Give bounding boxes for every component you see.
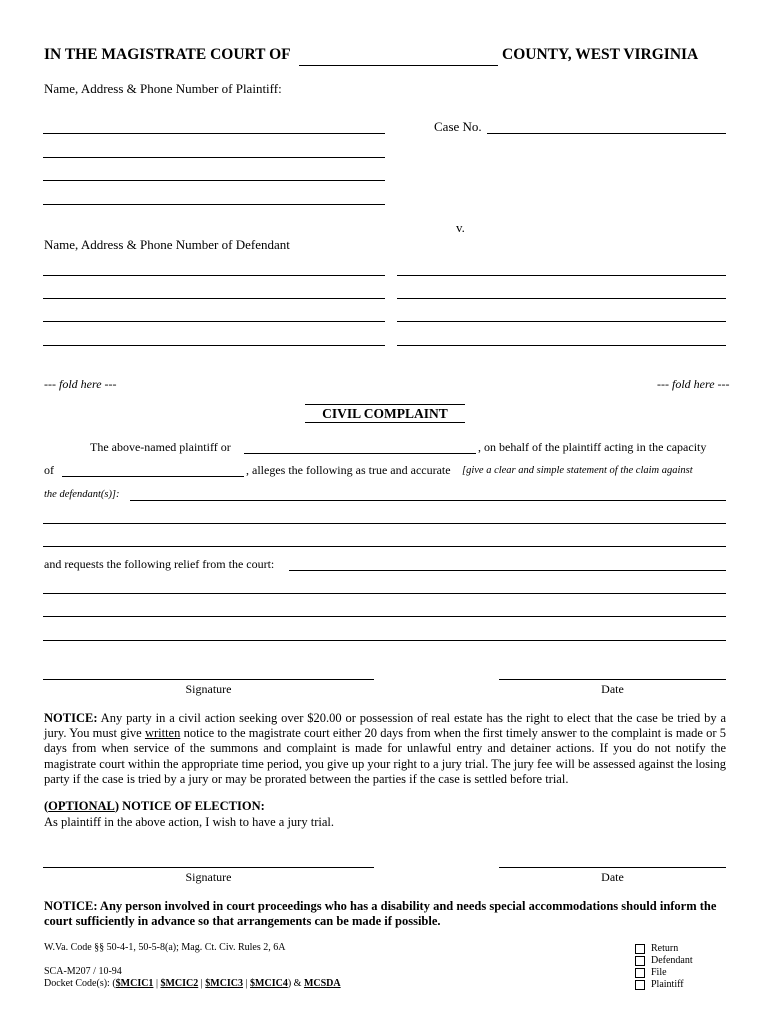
checkbox-label-plaintiff: Plaintiff (651, 979, 684, 990)
notice2-text: Any person involved in court proceedings who has a disability and needs special accommodations should inform the court sufficiently in advance so that arrangements can be made if possible. (44, 899, 717, 929)
checkbox-defendant[interactable] (635, 956, 645, 966)
case-no-blank[interactable] (487, 133, 726, 134)
checkbox-return[interactable] (635, 944, 645, 954)
fold-marker-right: --- fold here --- (657, 377, 730, 391)
relief-line-1[interactable] (289, 570, 726, 571)
docket-close: ) & (287, 978, 304, 989)
checkbox-file[interactable] (635, 968, 645, 978)
claim-line-3[interactable] (43, 546, 726, 547)
docket-code: $MCIC4 (250, 978, 288, 989)
notice-written: written (144, 726, 181, 741)
capacity-blank[interactable] (62, 476, 244, 477)
date-line-2[interactable] (499, 867, 726, 868)
defendant-line-1[interactable] (43, 275, 385, 276)
election-heading-rest: ) NOTICE OF ELECTION: (114, 799, 265, 813)
claim-line-1[interactable] (130, 500, 726, 501)
date-label-2: Date (601, 870, 624, 884)
notice-label: NOTICE: (44, 711, 98, 725)
election-text: As plaintiff in the above action, I wish to have a jury trial. (44, 815, 334, 829)
election-paren-open: ( (44, 799, 49, 813)
defendant-line-2[interactable] (43, 298, 385, 299)
signature-label-1: Signature (185, 682, 232, 696)
signature-line-1[interactable] (43, 679, 374, 680)
complaint-line3-a: the defendant(s)]: (44, 489, 120, 500)
checkbox-label-defendant: Defendant (651, 955, 693, 966)
versus-label: v. (456, 220, 465, 235)
signature-line-2[interactable] (43, 867, 374, 868)
notice-text-b: notice to the magistrate court either 20 days from when the first timely answer to the complaint is made or 5 days from when service of the summons and complaint is made for unlawful entry and detainer actions. If you do not notify the magistrate court within the appropriate time period, you give up your right to a jury trial. The jury fee will be assessed against the losing party if the case is tried by a jury or may be prorated between the parties if the case is settled before trial. (44, 726, 727, 786)
docket-code-last: MCSDA (303, 978, 341, 989)
county-blank[interactable] (299, 65, 498, 66)
docket-sep: | (198, 978, 206, 989)
election-optional: OPTIONAL (48, 799, 115, 813)
court-title-right: COUNTY, WEST VIRGINIA (502, 46, 699, 63)
docket-code: $MCIC3 (205, 978, 244, 989)
notice-text-a: Any party in a civil action seeking over $20.00 or possession of real estate has the right to elect that the case be tried by a jury. You must give (44, 711, 726, 741)
relief-line-2[interactable] (43, 593, 726, 594)
complaint-heading: CIVIL COMPLAINT (322, 406, 448, 421)
complaint-line2-b: , alleges the following as true and accurate (246, 463, 451, 477)
plaintiff-line-2[interactable] (43, 157, 385, 158)
relief-line-4[interactable] (43, 640, 726, 641)
heading-underline (305, 422, 465, 423)
complaint-line1-a: The above-named plaintiff or (90, 440, 231, 454)
disability-notice (44, 899, 726, 929)
complaint-line1-b: , on behalf of the plaintiff acting in the capacity (478, 440, 707, 454)
plaintiff-or-blank[interactable] (244, 453, 476, 454)
defendant-right-line-2[interactable] (397, 298, 726, 299)
docket-code: $MCIC1 (115, 978, 154, 989)
docket-codes (44, 978, 341, 989)
checkbox-label-return: Return (651, 943, 679, 954)
jury-notice (44, 711, 726, 787)
defendant-right-line-3[interactable] (397, 321, 726, 322)
form-id: SCA-M207 / 10-94 (44, 966, 122, 977)
court-title-left: IN THE MAGISTRATE COURT OF (44, 46, 291, 63)
defendant-right-line-4[interactable] (397, 345, 726, 346)
complaint-line2-c: [give a clear and simple statement of the claim against (462, 465, 693, 476)
docket-label: Docket Code(s): ( (44, 978, 116, 989)
docket-sep: | (243, 978, 251, 989)
case-no-label: Case No. (434, 119, 482, 134)
notice2-label: NOTICE: (44, 899, 98, 913)
defendant-line-4[interactable] (43, 345, 385, 346)
plaintiff-line-3[interactable] (43, 180, 385, 181)
date-label-1: Date (601, 682, 624, 696)
heading-overline (305, 404, 465, 405)
complaint-line2-a: of (44, 463, 54, 477)
docket-code: $MCIC2 (160, 978, 199, 989)
checkbox-label-file: File (651, 967, 667, 978)
defendant-line-3[interactable] (43, 321, 385, 322)
plaintiff-line-4[interactable] (43, 204, 385, 205)
signature-label-2: Signature (185, 870, 232, 884)
plaintiff-line-1[interactable] (43, 133, 385, 134)
code-reference: W.Va. Code §§ 50-4-1, 50-5-8(a); Mag. Ct. Civ. Rules 2, 6A (44, 942, 286, 953)
defendant-label: Name, Address & Phone Number of Defendant (44, 237, 290, 252)
claim-line-2[interactable] (43, 523, 726, 524)
docket-sep: | (153, 978, 161, 989)
election-heading (44, 799, 265, 814)
relief-line-3[interactable] (43, 616, 726, 617)
fold-marker-left: --- fold here --- (44, 377, 117, 391)
relief-label: and requests the following relief from the court: (44, 557, 275, 571)
date-line-1[interactable] (499, 679, 726, 680)
checkbox-plaintiff[interactable] (635, 980, 645, 990)
defendant-right-line-1[interactable] (397, 275, 726, 276)
plaintiff-label: Name, Address & Phone Number of Plaintiff: (44, 81, 282, 96)
